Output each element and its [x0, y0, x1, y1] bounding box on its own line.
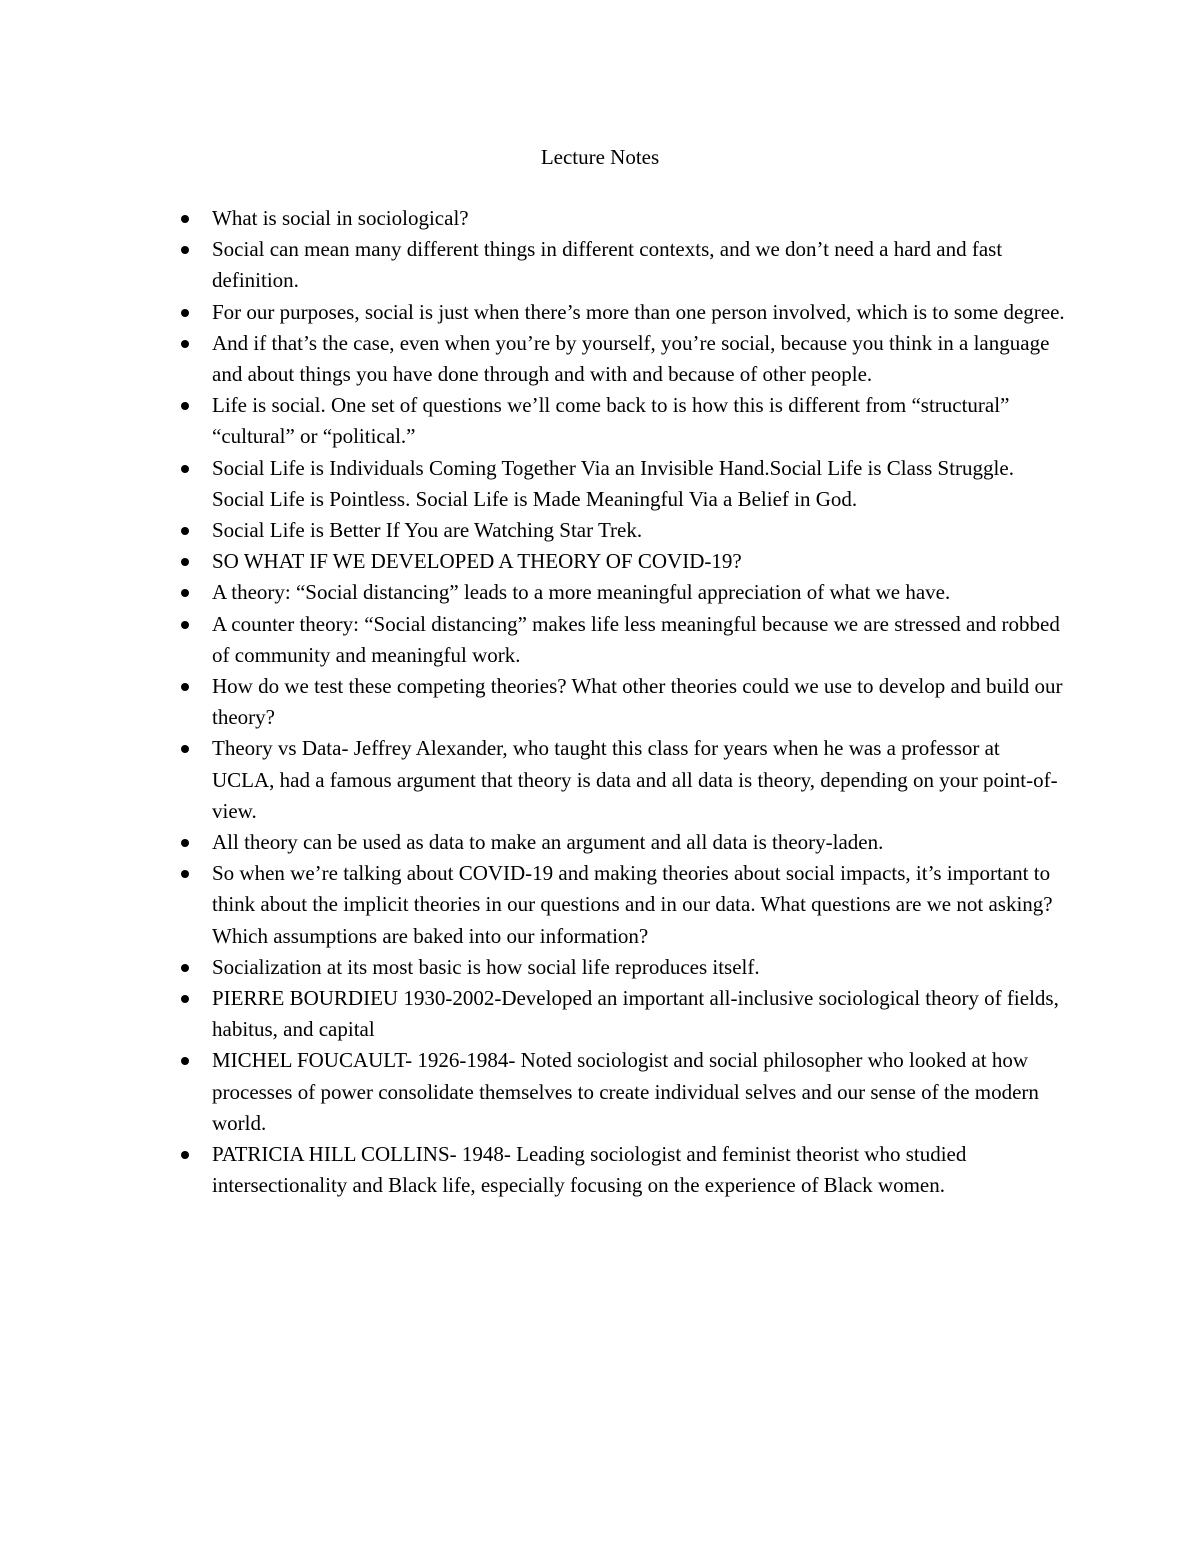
bullet-icon	[181, 995, 189, 1003]
list-item	[212, 1045, 1067, 1139]
list-item-text: MICHEL FOUCAULT- 1926-1984- Noted sociologist and social philosopher who looked at how processes of power consolidate themselves to create individual selves and our sense of the modern world.	[212, 1048, 1039, 1135]
list-item-text: How do we test these competing theories? What other theories could we use to develop and build our theory?	[212, 674, 1063, 730]
list-item	[212, 328, 1067, 390]
bullet-icon	[181, 839, 189, 847]
list-item-text: All theory can be used as data to make an argument and all data is theory-laden.	[212, 830, 884, 855]
list-item-text: Social Life is Better If You are Watching Star Trek.	[212, 518, 643, 543]
list-item-text: And if that’s the case, even when you’re by yourself, you’re social, because you think in a language and about things you have done through and with and because of other people.	[212, 330, 1050, 387]
bullet-icon	[181, 309, 189, 317]
bullet-icon	[181, 1057, 189, 1065]
list-item-text: So when we’re talking about COVID-19 and making theories about social impacts, it’s important to think about the implicit theories in our questions and in our data. What questions are we not asking? Which assumptions are baked into our information?	[212, 861, 1053, 948]
list-item	[212, 203, 1067, 234]
list-item-text: PIERRE BOURDIEU 1930-2002-Developed an important all-inclusive sociological theory of fields, habitus, and capital	[212, 986, 1059, 1042]
list-item-text: Social can mean many different things in different contexts, and we don’t need a hard and fast definition.	[212, 237, 1003, 293]
list-item	[212, 671, 1067, 733]
bullet-icon	[181, 340, 189, 348]
bullet-icon	[181, 558, 189, 566]
list-item-text: Theory vs Data- Jeffrey Alexander, who taught this class for years when he was a professor at UCLA, had a famous argument that theory is data and all data is theory, depending on your point-of-view.	[212, 736, 1058, 823]
bullet-icon	[181, 683, 189, 691]
list-item	[212, 453, 1067, 515]
list-item	[212, 234, 1067, 296]
list-item-text: For our purposes, social is just when there’s more than one person involved, which is to some degree.	[212, 299, 1065, 324]
list-item-text: Life is social. One set of questions we’ll come back to is how this is different from “structural” “cultural” or “political.”	[212, 393, 1010, 449]
bullet-icon	[181, 465, 189, 473]
bullet-icon	[181, 870, 189, 878]
list-item	[212, 515, 1067, 546]
list-item	[212, 546, 1067, 577]
list-item	[212, 983, 1067, 1045]
bullet-icon	[181, 621, 189, 629]
list-item	[212, 577, 1067, 608]
page-title: Lecture Notes	[540, 145, 660, 169]
list-item-text: SO WHAT IF WE DEVELOPED A THEORY OF COVID-19?	[212, 549, 742, 574]
bullet-icon	[181, 745, 189, 753]
list-item	[212, 1139, 1067, 1201]
list-item	[212, 858, 1067, 952]
list-item	[212, 952, 1067, 983]
list-item-text: Socialization at its most basic is how social life reproduces itself.	[212, 954, 760, 979]
list-item	[212, 390, 1067, 452]
notes-list	[212, 203, 1067, 1202]
list-item-text: A theory: “Social distancing” leads to a more meaningful appreciation of what we have.	[212, 580, 951, 605]
bullet-icon	[181, 964, 189, 972]
list-item	[212, 609, 1067, 671]
bullet-icon	[181, 527, 189, 535]
bullet-icon	[181, 402, 189, 410]
list-item-text: A counter theory: “Social distancing” makes life less meaningful because we are stressed and robbed of community and meaningful work.	[212, 611, 1060, 667]
list-item-text: What is social in sociological?	[212, 206, 469, 230]
list-item-text: PATRICIA HILL COLLINS- 1948- Leading sociologist and feminist theorist who studied intersectionality and Black life, especially focusing on the experience of Black women.	[212, 1142, 967, 1198]
bullet-icon	[181, 215, 189, 223]
bullet-icon	[181, 589, 189, 597]
list-item	[212, 827, 1067, 858]
list-item-text: Social Life is Individuals Coming Together Via an Invisible Hand.Social Life is Class Struggle. Social Life is Pointless. Social Life is Made Meaningful Via a Belief in God.	[212, 455, 1014, 511]
bullet-icon	[181, 246, 189, 254]
list-item	[212, 733, 1067, 827]
bullet-icon	[181, 1151, 189, 1159]
list-item	[212, 297, 1067, 328]
